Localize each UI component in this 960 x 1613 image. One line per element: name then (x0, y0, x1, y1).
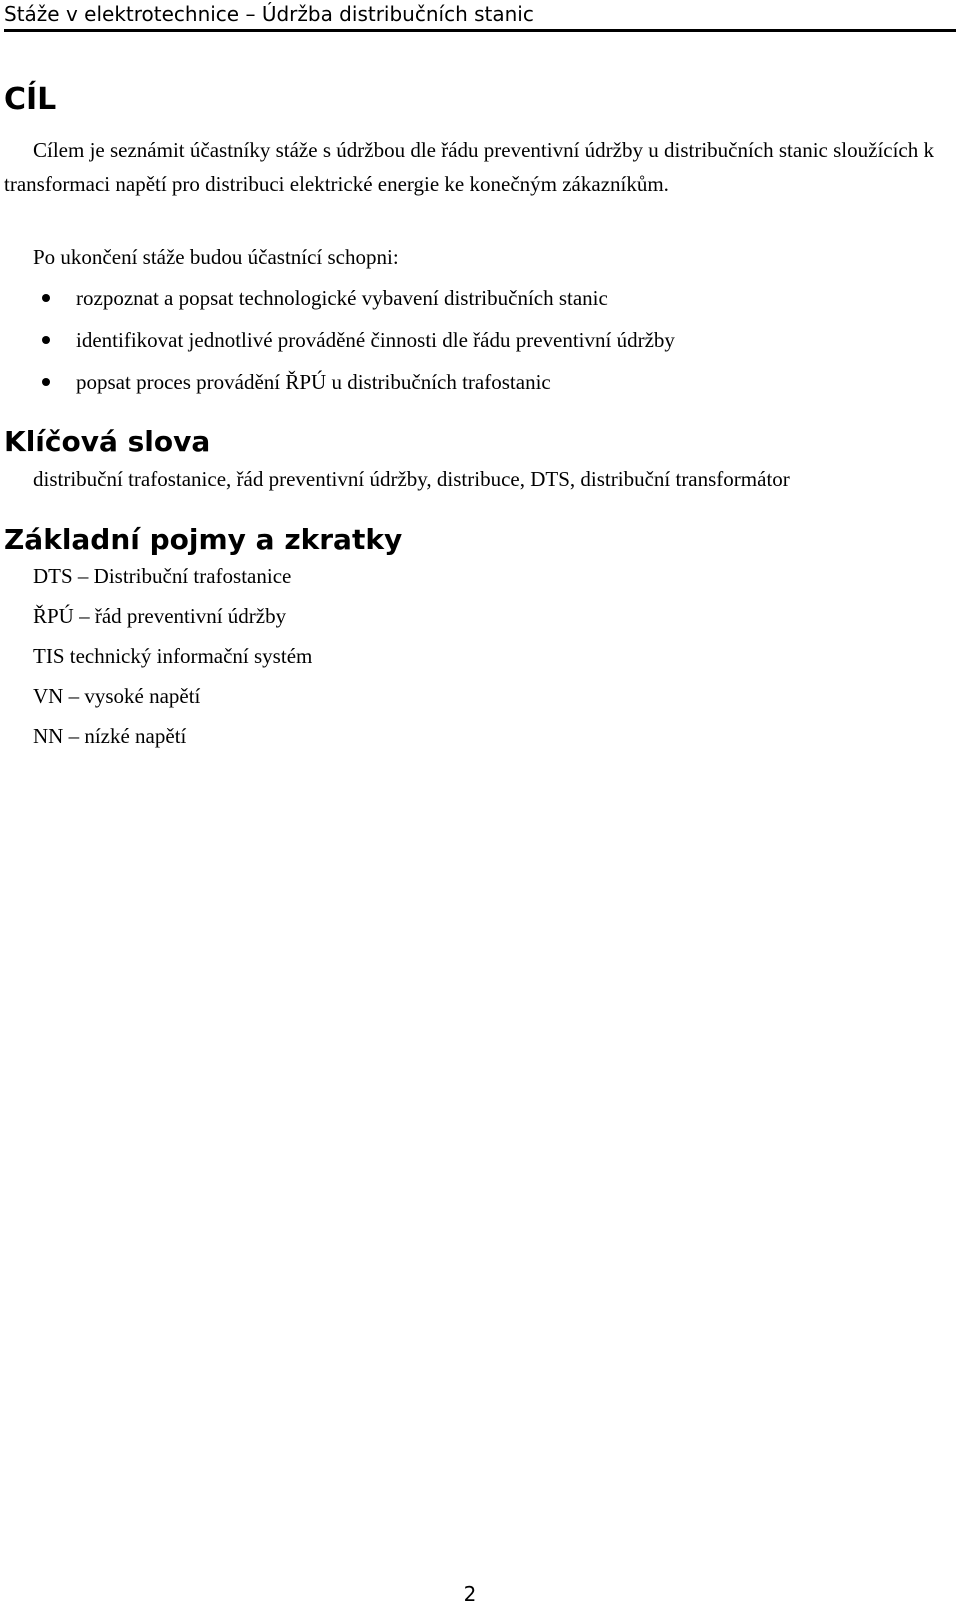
bullet-icon (42, 336, 50, 344)
bullet-icon (42, 294, 50, 302)
terms-list (33, 560, 312, 760)
outcome-text: popsat proces provádění ŘPÚ u distribučních trafostanic (76, 370, 551, 394)
page-number: 2 (463, 1582, 477, 1606)
list-item: DTS – Distribuční trafostanice (33, 564, 292, 588)
list-item: NN – nízké napětí (33, 724, 187, 748)
outcomes-list (0, 282, 675, 408)
list-item (0, 282, 675, 324)
goal-paragraph: Cílem je seznámit účastníky stáže s údržbou dle řádu preventivní údržby u distribučních stanic sloužících k transformaci napětí pro distribuci elektrické energie ke konečným zákazníkům. (4, 138, 935, 196)
list-item: ŘPÚ – řád preventivní údržby (33, 604, 287, 628)
running-header: Stáže v elektrotechnice – Údržba distribučních stanic (4, 0, 956, 32)
goal-heading: CÍL (4, 82, 57, 117)
terms-heading: Základní pojmy a zkratky (4, 523, 403, 556)
list-item (0, 324, 675, 366)
outcome-text: identifikovat jednotlivé prováděné činnosti dle řádu preventivní údržby (76, 328, 675, 352)
list-item: VN – vysoké napětí (33, 684, 201, 708)
outcome-text: rozpoznat a popsat technologické vybavení distribučních stanic (76, 286, 608, 310)
list-item (0, 366, 675, 408)
keywords-heading: Klíčová slova (4, 425, 211, 458)
outcomes-intro: Po ukončení stáže budou účastnící schopni: (33, 245, 399, 269)
keywords-text: distribuční trafostanice, řád preventivní údržby, distribuce, DTS, distribuční transformátor (33, 467, 790, 491)
list-item: TIS technický informační systém (33, 644, 313, 668)
bullet-icon (42, 378, 50, 386)
